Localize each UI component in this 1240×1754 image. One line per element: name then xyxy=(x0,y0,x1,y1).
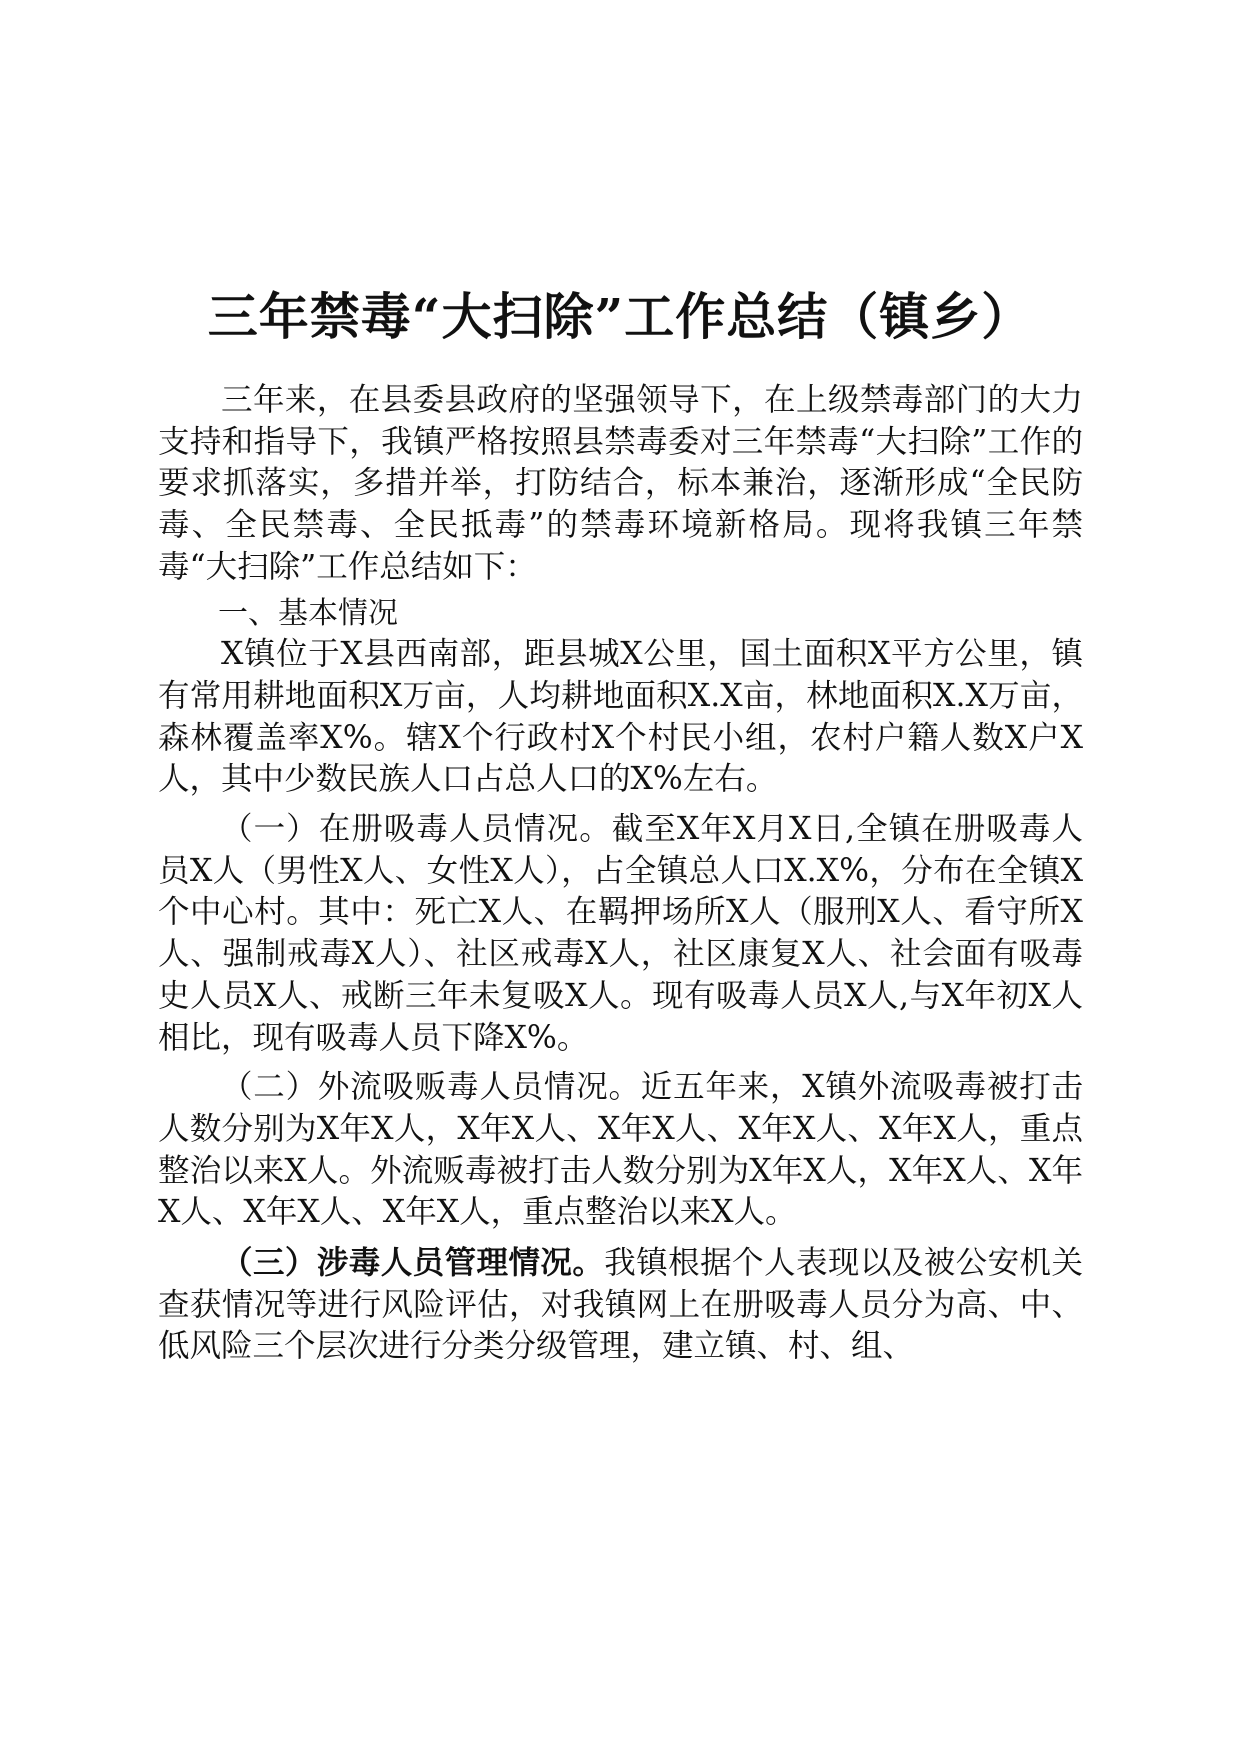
registered-drug-users-paragraph xyxy=(158,809,1083,1059)
drug-personnel-management-paragraph xyxy=(158,1242,1083,1368)
document-body xyxy=(158,380,1083,1368)
section-heading-basic-situation: 一、基本情况 xyxy=(218,595,398,631)
outflow-drug-users-paragraph xyxy=(158,1067,1083,1234)
outflow-drug-users-text: 近五年来，X镇外流吸毒被打击人数分别为X年X人，X年X人、X年X人、X年X人、X年X人，重点整治以来X人。外流贩毒被打击人数分别为X年X人，X年X人、X年X人、X年X人、X年X人，重点整治以来X人。 xyxy=(158,1069,1083,1231)
registered-drug-users-lead: （一）在册吸毒人员情况。 xyxy=(221,811,612,848)
outflow-drug-users-lead: （二）外流吸贩毒人员情况。 xyxy=(221,1069,641,1106)
registered-drug-users-text: 截至X年X月X日,全镇在册吸毒人员X人（男性X人、女性X人），占全镇总人口X.X%，分布在全镇X个中心村。其中：死亡X人、在羁押场所X人（服刑X人、看守所X人、强制戒毒X人）、社区戒毒X人，社区康复X人、社会面有吸毒史人员X人、戒断三年未复吸X人。现有吸毒人员X人,与X年初X人相比，现有吸毒人员下降X%。 xyxy=(158,811,1083,1056)
basic-situation-paragraph: X镇位于X县西南部，距县城X公里，国土面积X平方公里，镇有常用耕地面积X万亩，人均耕地面积X.X亩，林地面积X.X万亩，森林覆盖率X%。辖X个行政村X个村民小组，农村户籍人数X户X人，其中少数民族人口占总人口的X%左右。 xyxy=(158,636,1083,798)
intro-paragraph: 三年来，在县委县政府的坚强领导下，在上级禁毒部门的大力支持和指导下，我镇严格按照县禁毒委对三年禁毒“大扫除”工作的要求抓落实，多措并举，打防结合，标本兼治，逐渐形成“全民防毒、全民禁毒、全民抵毒”的禁毒环境新格局。现将我镇三年禁毒“大扫除”工作总结如下： xyxy=(158,382,1083,585)
document-title: 三年禁毒“大扫除”工作总结（镇乡） xyxy=(207,286,1033,346)
drug-personnel-management-lead: （三）涉毒人员管理情况。 xyxy=(221,1244,605,1282)
drug-personnel-management-text: 我镇根据个人表现以及被公安机关查获情况等进行风险评估，对我镇网上在册吸毒人员分为高、中、低风险三个层次进行分类分级管理，建立镇、村、组、 xyxy=(158,1245,1083,1365)
